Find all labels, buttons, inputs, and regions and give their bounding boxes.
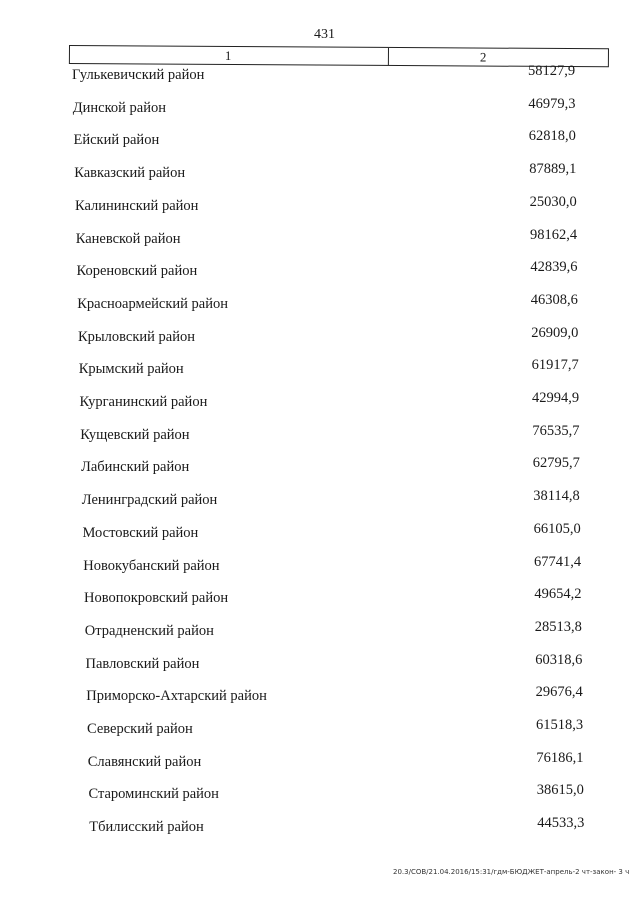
district-value: 38114,8: [533, 488, 580, 505]
district-value: 42994,9: [532, 390, 580, 406]
district-name: Красноармейский район: [77, 295, 228, 312]
district-value: 67741,4: [534, 553, 582, 570]
table-row: [0, 357, 640, 381]
table-row: [0, 422, 640, 447]
district-name: Новопокровский район: [84, 590, 229, 607]
table-row: [0, 815, 640, 839]
district-name: Кавказский район: [74, 165, 186, 182]
district-value: 46308,6: [530, 291, 578, 308]
district-value: 61917,7: [531, 357, 579, 374]
district-name: Павловский район: [85, 655, 200, 672]
district-name: Гулькевичский район: [72, 67, 205, 83]
district-name: Новокубанский район: [83, 557, 220, 574]
district-value: 25030,0: [529, 193, 577, 210]
district-name: Кореновский район: [76, 263, 198, 280]
table-row: [0, 226, 640, 251]
district-name: Кущевский район: [80, 426, 190, 443]
district-value: 62795,7: [532, 455, 580, 472]
table-row: [0, 553, 640, 578]
table-row: [0, 324, 640, 349]
district-name: Курганинский район: [79, 394, 208, 410]
district-value: 87889,1: [529, 161, 577, 178]
district-value: 76535,7: [532, 422, 580, 439]
district-name: Северский район: [87, 721, 193, 737]
district-value: 29676,4: [535, 684, 583, 701]
table-row: [0, 782, 640, 806]
table-row: [0, 684, 640, 708]
district-value: 44533,3: [537, 815, 585, 832]
table-row: [0, 259, 640, 283]
district-value: 66105,0: [533, 520, 581, 537]
district-value: 58127,9: [528, 63, 576, 79]
table-row: [0, 618, 640, 643]
table-row: [0, 291, 640, 316]
district-name: Ейский район: [73, 132, 160, 149]
district-value: 42839,6: [530, 259, 578, 276]
table-row: [0, 749, 640, 774]
table-row: [0, 488, 640, 512]
district-value: 26909,0: [531, 324, 579, 341]
district-name: Крымский район: [78, 361, 184, 378]
table-row: [0, 128, 640, 152]
district-name: Тбилисский район: [89, 819, 204, 836]
document-footer: 20.3/СОВ/21.04.2016/15:31/гдм-БЮДЖЕТ-апрель-2 чт-закон- 3 ч: [393, 868, 630, 876]
table-row: [0, 193, 640, 218]
district-value: 76186,1: [536, 749, 584, 766]
district-name: Мостовский район: [82, 524, 199, 541]
district-value: 60318,6: [535, 651, 583, 668]
page-number: 431: [314, 27, 335, 42]
district-name: Приморско-Ахтарский район: [86, 688, 267, 705]
column-header-1: 1: [224, 47, 232, 63]
district-name: Староминский район: [88, 786, 219, 803]
table-row: [0, 390, 640, 414]
district-value: 61518,3: [536, 717, 584, 733]
district-name: Каневской район: [75, 230, 181, 247]
district-value: 98162,4: [530, 226, 578, 243]
table-row: [0, 651, 640, 676]
district-name: Отрадненский район: [84, 622, 214, 639]
district-name: Славянский район: [87, 753, 202, 770]
column-header-2: 2: [479, 49, 487, 65]
table-row: [0, 161, 640, 185]
table-row: [0, 95, 640, 120]
table-row: [0, 586, 640, 610]
table-row: [0, 455, 640, 479]
district-name: Калининский район: [75, 197, 199, 214]
table-row: [0, 717, 640, 741]
district-name: Крыловский район: [78, 328, 195, 345]
district-value: 38615,0: [536, 782, 584, 799]
district-name: Динской район: [72, 99, 166, 116]
district-value: 62818,0: [528, 128, 576, 145]
table-row: [0, 520, 640, 545]
district-value: 46979,3: [528, 95, 576, 112]
district-name: Ленинградский район: [81, 492, 218, 509]
district-value: 49654,2: [534, 586, 582, 603]
table-row: [0, 63, 640, 87]
district-name: Лабинский район: [81, 459, 190, 476]
district-value: 28513,8: [534, 618, 582, 635]
